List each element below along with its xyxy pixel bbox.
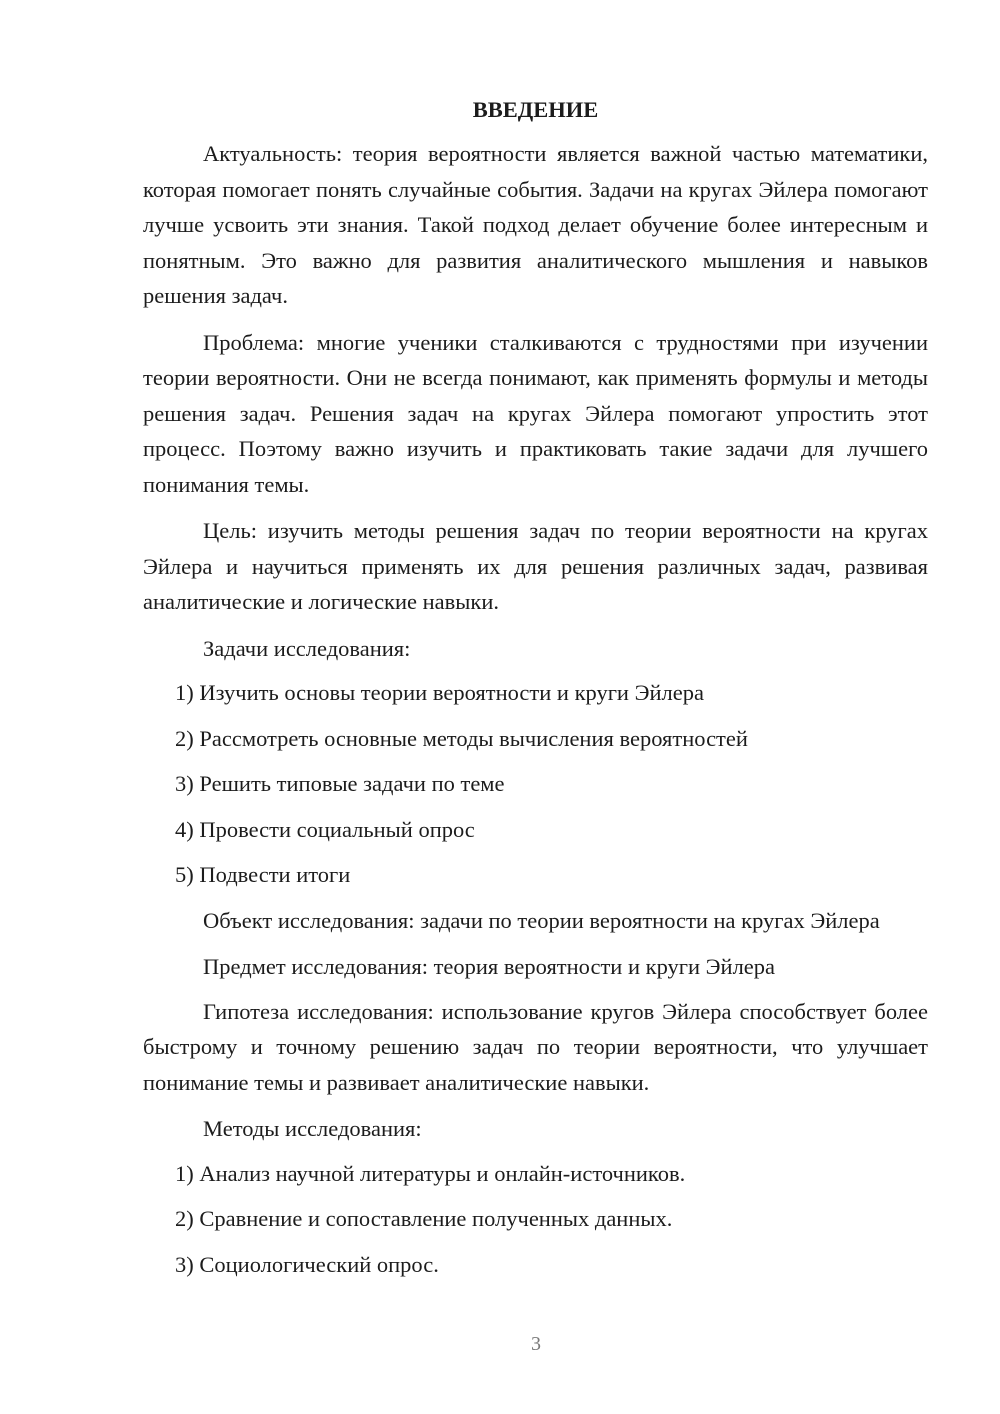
method-item: 2) Сравнение и сопоставление полученных данных. xyxy=(175,1206,673,1231)
problem-paragraph: Проблема: многие ученики сталкиваются с трудностями при изучении теории вероятности. Они не всегда понимают, как применять формулы и методы решения задач. Решения задач на кругах Эйлера помогают упростить этот процесс. Поэтому важно изучить и практиковать такие задачи для лучшего понимания темы. xyxy=(143,329,928,497)
task-item: 5) Подвести итоги xyxy=(175,862,351,887)
tasks-list xyxy=(143,675,928,893)
subject-paragraph: Предмет исследования: теория вероятности и круги Эйлера xyxy=(203,954,776,979)
task-item: 3) Решить типовые задачи по теме xyxy=(175,771,505,796)
tasks-heading: Задачи исследования: xyxy=(203,635,411,661)
section-title: ВВЕДЕНИЕ xyxy=(472,97,599,122)
page-number: 3 xyxy=(531,1333,541,1355)
goal-paragraph: Цель: изучить методы решения задач по теории вероятности на кругах Эйлера и научиться применять их для решения различных задач, развивая аналитические и логические навыки. xyxy=(143,518,928,614)
task-item: 2) Рассмотреть основные методы вычисления вероятностей xyxy=(175,725,748,751)
method-item: 3) Социологический опрос. xyxy=(175,1251,439,1277)
method-item: 1) Анализ научной литературы и онлайн-источников. xyxy=(175,1160,686,1186)
task-item: 4) Провести социальный опрос xyxy=(175,816,475,842)
methods-heading: Методы исследования: xyxy=(203,1116,422,1141)
task-item: 1) Изучить основы теории вероятности и круги Эйлера xyxy=(175,680,704,705)
relevance-paragraph: Актуальность: теория вероятности является важной частью математики, которая помогает понять случайные события. Задачи на кругах Эйлера помогают лучше усвоить эти знания. Такой подход делает обучение более интересным и понятным. Это важно для развития аналитического мышления и навыков решения задач. xyxy=(143,141,928,308)
hypothesis-paragraph: Гипотеза исследования: использование кругов Эйлера способствует более быстрому и точному решению задач по теории вероятности, что улучшает понимание темы и развивает аналитические навыки. xyxy=(143,998,928,1095)
object-paragraph: Объект исследования: задачи по теории вероятности на кругах Эйлера xyxy=(203,907,880,933)
methods-list xyxy=(143,1156,928,1283)
document-page xyxy=(143,92,928,1292)
